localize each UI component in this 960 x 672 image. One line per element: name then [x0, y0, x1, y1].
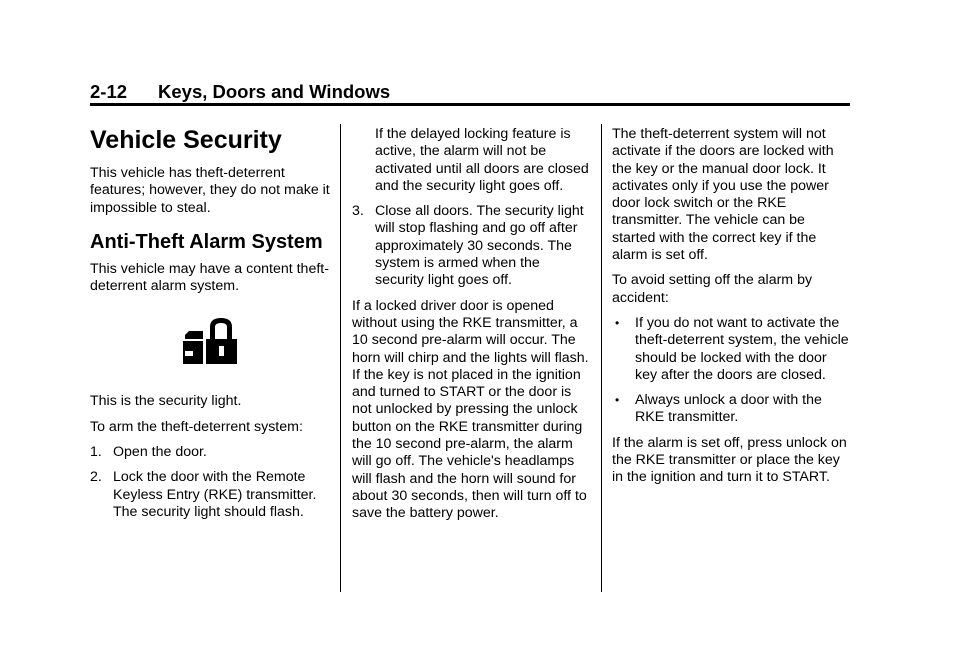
arm-instructions-lead: To arm the theft-deterrent system:: [90, 418, 303, 435]
column-divider-2: [601, 124, 602, 592]
vehicle-security-heading: Vehicle Security: [90, 126, 282, 154]
intro-paragraph: This vehicle has theft-deterrent features; however, they do not make it impossible to steal.: [90, 165, 330, 216]
header-rule: [90, 103, 850, 106]
step-text: Close all doors. The security light will stop flashing and go off after approximately 30 seconds. The system is armed when the security light goes off.: [375, 203, 584, 289]
bullet-icon: •: [615, 393, 620, 408]
page-number: 2-12: [90, 81, 128, 102]
column-2: [352, 126, 590, 531]
bullet-icon: •: [615, 315, 620, 330]
column-1: [90, 124, 330, 529]
avoid-alarm-lead: To avoid setting off the alarm by accident:: [612, 272, 813, 306]
step-label: 2.: [90, 469, 102, 486]
activation-paragraph: The theft-deterrent system will not activate if the doors are locked with the key or the manual door lock. It activates only if you use the power door lock switch or the RKE transmitter. The vehicle can be started with the correct key if the alarm is set off.: [612, 126, 834, 264]
bullet-item: [612, 315, 852, 384]
bullet-item: [612, 392, 852, 427]
step-3: [352, 203, 590, 289]
alarm-intro-paragraph: This vehicle may have a content theft-deterrent alarm system.: [90, 260, 329, 295]
bullet-text: Always unlock a door with the RKE transmitter.: [635, 392, 822, 426]
security-light-caption: This is the security light.: [90, 393, 242, 410]
step-label: 1.: [90, 444, 102, 461]
anti-theft-heading: Anti-Theft Alarm System: [90, 230, 323, 253]
alarm-off-paragraph: If the alarm is set off, press unlock on the RKE transmitter or place the key in the ignition and turn it to START.: [612, 434, 847, 486]
step-text: Lock the door with the Remote Keyless Entry (RKE) transmitter. The security light should flash.: [113, 469, 317, 520]
step-label: 3.: [352, 203, 364, 220]
step-2: [90, 469, 330, 521]
step-1: [90, 444, 330, 461]
page-header: [90, 81, 390, 103]
security-light-icon: [181, 317, 239, 365]
bullet-text: If you do not want to activate the theft-deterrent system, the vehicle should be locked with the door key after the doors are closed.: [635, 314, 849, 383]
step-2-continued: If the delayed locking feature is active, the alarm will not be activated until all doors are closed and the security light goes off.: [375, 126, 589, 194]
step-text: Open the door.: [113, 444, 207, 461]
section-title: Keys, Doors and Windows: [158, 81, 391, 102]
column-divider-1: [340, 124, 341, 592]
pre-alarm-paragraph: If a locked driver door is opened without using the RKE transmitter, a 10 second pre-alarm will occur. The horn will chirp and the lights will flash. If the key is not placed in the ignition and turned to START or the door is not unlocked by pressing the unlock button on the RKE transmitter during the 10 second pre-alarm, the alarm will go off. The vehicle's headlamps will flash and the horn will sound for about 30 seconds, then will turn off to save the battery power.: [352, 297, 589, 522]
column-3: [612, 126, 852, 495]
